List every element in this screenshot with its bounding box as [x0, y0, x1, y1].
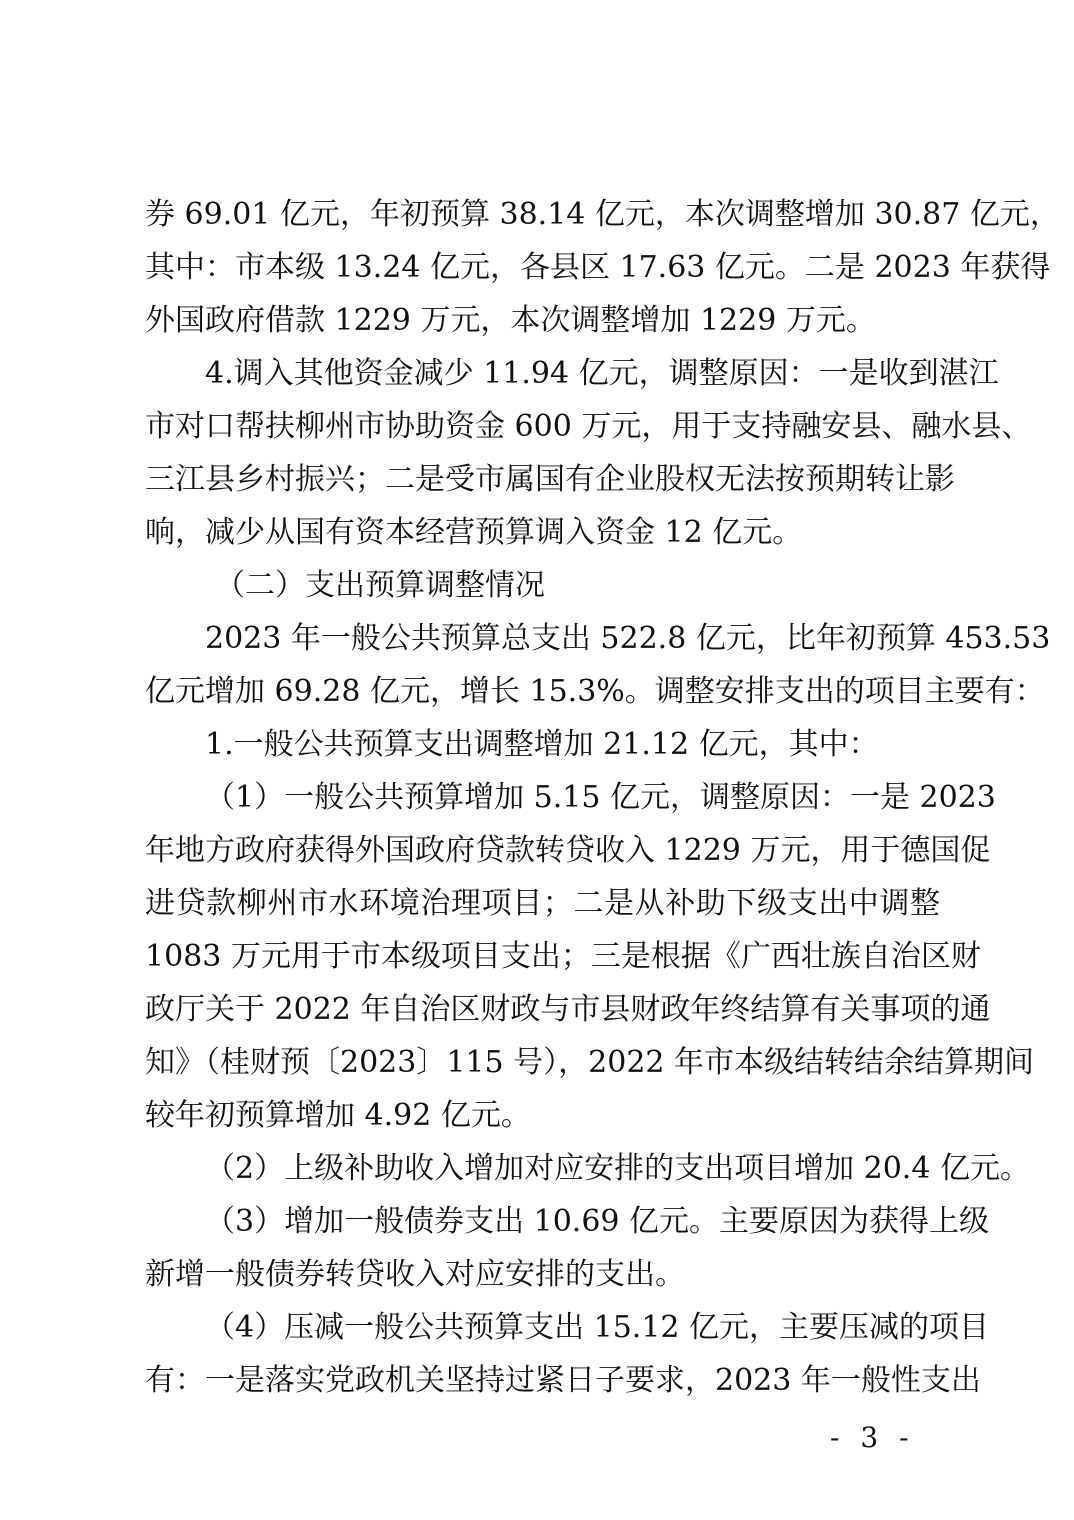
- paragraph-line: 2023 年一般公共预算总支出 522.8 亿元，比年初预算 453.53: [205, 621, 1051, 656]
- paragraph-line: 知》（桂财预〔2023〕115 号），2022 年市本级结转结余结算期间: [145, 1045, 1035, 1080]
- paragraph-line: 政厅关于 2022 年自治区财政与市县财政年终结算有关事项的通: [145, 992, 991, 1027]
- paragraph-line: 市对口帮扶柳州市协助资金 600 万元，用于支持融安县、融水县、: [145, 409, 1032, 444]
- paragraph-line: 三江县乡村振兴；二是受市属国有企业股权无法按预期转让影: [145, 462, 955, 497]
- paragraph-line: 较年初预算增加 4.92 亿元。: [145, 1098, 531, 1133]
- paragraph-line: 券 69.01 亿元，年初预算 38.14 亿元，本次调整增加 30.87 亿元，: [145, 197, 1060, 232]
- paragraph-line: （4）压减一般公共预算支出 15.12 亿元，主要压减的项目: [205, 1310, 990, 1345]
- paragraph-line: 1.一般公共预算支出调整增加 21.12 亿元，其中：: [205, 727, 879, 762]
- paragraph-line: （2）上级补助收入增加对应安排的支出项目增加 20.4 亿元。: [205, 1151, 1030, 1186]
- paragraph-line: 响，减少从国有资本经营预算调入资金 12 亿元。: [145, 515, 803, 550]
- paragraph-line: 其中：市本级 13.24 亿元，各县区 17.63 亿元。二是 2023 年获得: [145, 250, 1051, 285]
- paragraph-line: 新增一般债券转贷收入对应安排的支出。: [145, 1257, 685, 1292]
- paragraph-line: 外国政府借款 1229 万元，本次调整增加 1229 万元。: [145, 303, 876, 338]
- paragraph-line: （1）一般公共预算增加 5.15 亿元，调整原因：一是 2023: [205, 780, 996, 815]
- paragraph-line: 亿元增加 69.28 亿元，增长 15.3%。调整安排支出的项目主要有：: [145, 674, 1045, 709]
- paragraph-line: 有：一是落实党政机关坚持过紧日子要求，2023 年一般性支出: [145, 1363, 981, 1398]
- paragraph-line: 年地方政府获得外国政府贷款转贷收入 1229 万元，用于德国促: [145, 833, 991, 868]
- page-number: - 3 -: [830, 1421, 915, 1454]
- paragraph-line: 1083 万元用于市本级项目支出；三是根据《广西壮族自治区财: [145, 939, 981, 974]
- paragraph-line: （3）增加一般债券支出 10.69 亿元。主要原因为获得上级: [205, 1204, 990, 1239]
- paragraph-line: 4.调入其他资金减少 11.94 亿元，调整原因：一是收到湛江: [205, 356, 999, 391]
- paragraph-line: 进贷款柳州市水环境治理项目；二是从补助下级支出中调整: [145, 886, 940, 921]
- section-heading: （二）支出预算调整情况: [215, 568, 545, 603]
